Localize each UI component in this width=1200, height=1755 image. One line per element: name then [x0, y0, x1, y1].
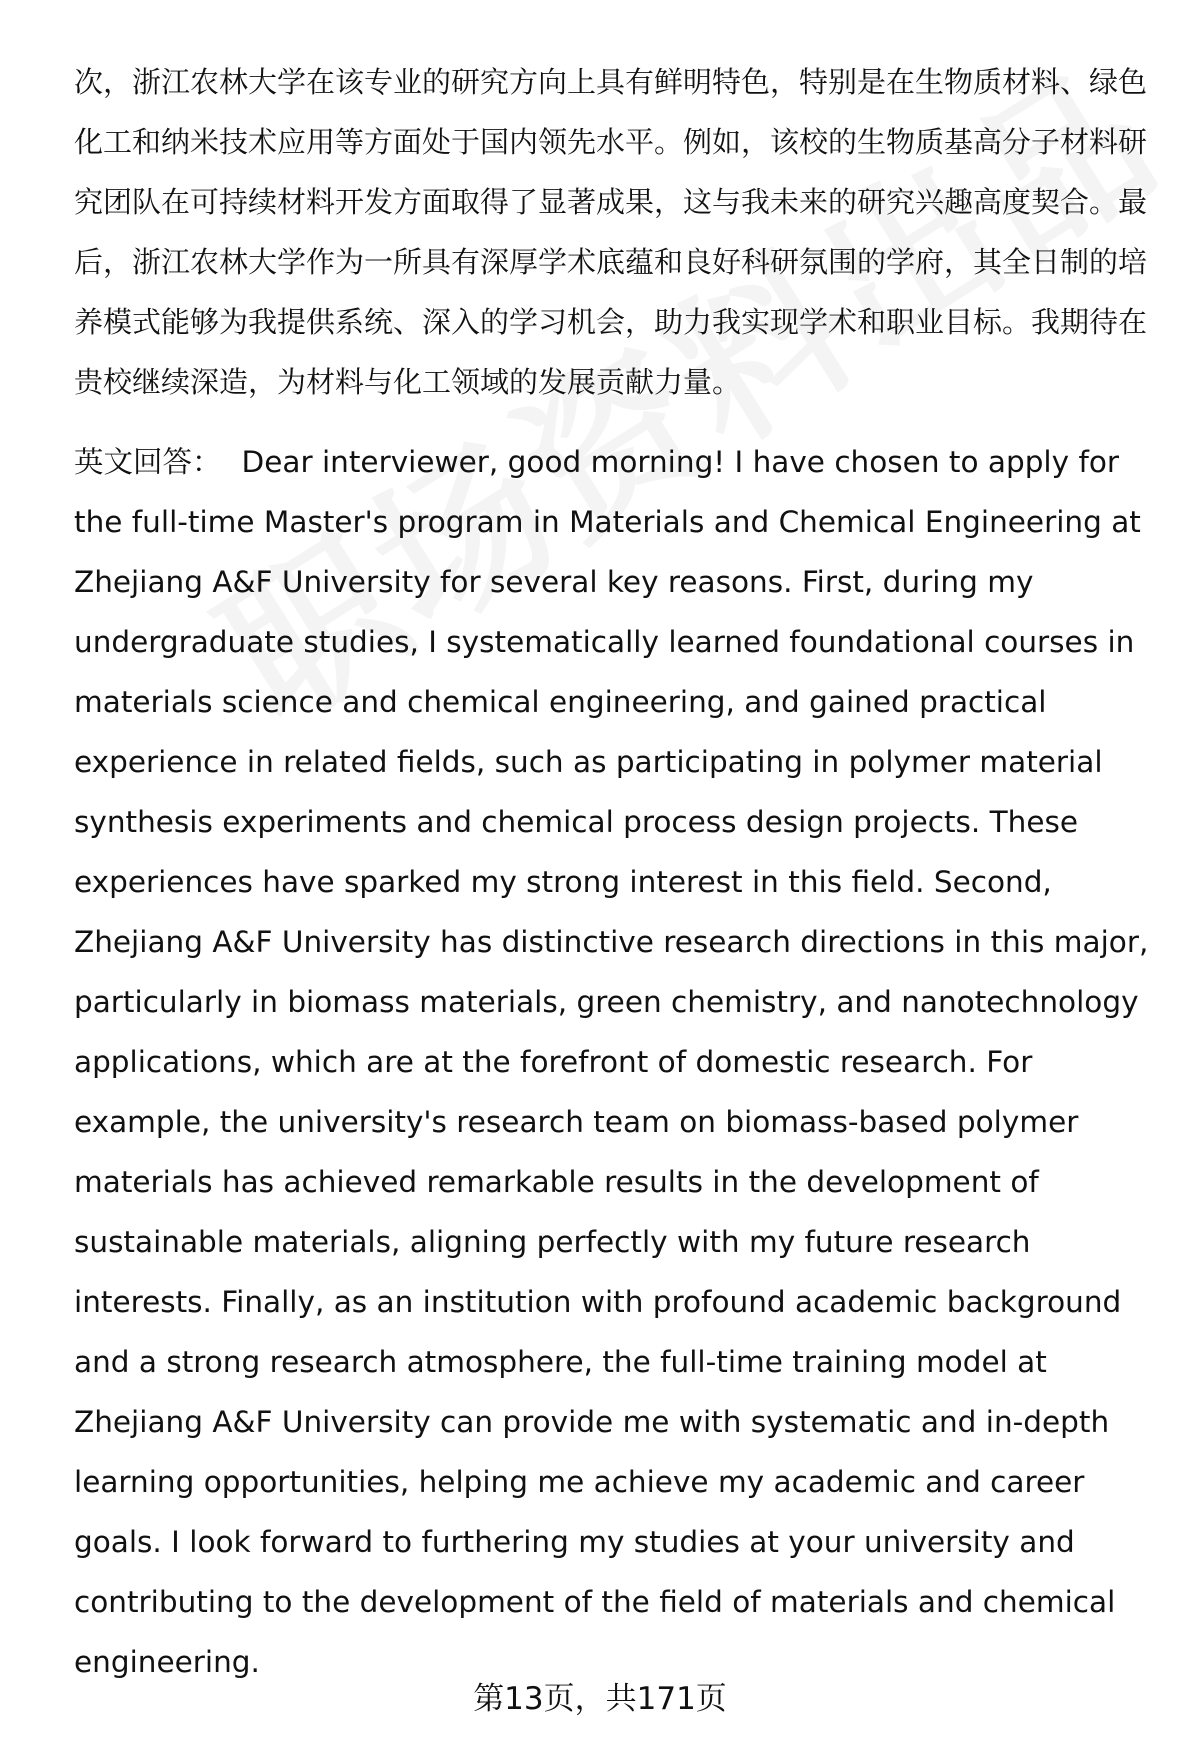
- page-number-footer: 第13页，共171页: [473, 1681, 727, 1717]
- english-answer-label: 英文回答：: [74, 445, 222, 479]
- english-answer-paragraph: [74, 432, 1164, 1692]
- chinese-paragraph: 次，浙江农林大学在该专业的研究方向上具有鲜明特色，特别是在生物质材料、绿色化工和纳米技术应用等方面处于国内领先水平。例如，该校的生物质基高分子材料研究团队在可持续材料开发方面取得了显著成果，这与我未来的研究兴趣高度契合。最后，浙江农林大学作为一所具有深厚学术底蕴和良好科研氛围的学府，其全日制的培养模式能够为我提供系统、深入的学习机会，助力我实现学术和职业目标。我期待在贵校继续深造，为材料与化工领域的发展贡献力量。: [74, 65, 1148, 399]
- body-text: [74, 52, 1164, 1692]
- english-answer-text: Dear interviewer, good morning! I have chosen to apply for the full-time Master's program in Materials and Chemical Engineering at Zhejiang A&F University for several key reasons. First, during my undergraduate studies, I systematically learned foundational courses in materials science and chemical engineering, and gained practical experience in related fields, such as participating in polymer material synthesis experiments and chemical process design projects. These experiences have sparked my strong interest in this field. Second, Zhejiang A&F University has distinctive research directions in this major, particularly in biomass materials, green chemistry, and nanotechnology applications, which are at the forefront of domestic research. For example, the university's research team on biomass-based polymer materials has achieved remarkable results in the development of sustainable materials, aligning perfectly with my future research interests. Finally, as an institution with profound academic background and a strong research atmosphere, the full-time training model at Zhejiang A&F University can provide me with systematic and in-depth learning opportunities, helping me achieve my academic and career goals. I look forward to furthering my studies at your university and contributing to the development of the field of materials and chemical engineering.: [74, 445, 1149, 1679]
